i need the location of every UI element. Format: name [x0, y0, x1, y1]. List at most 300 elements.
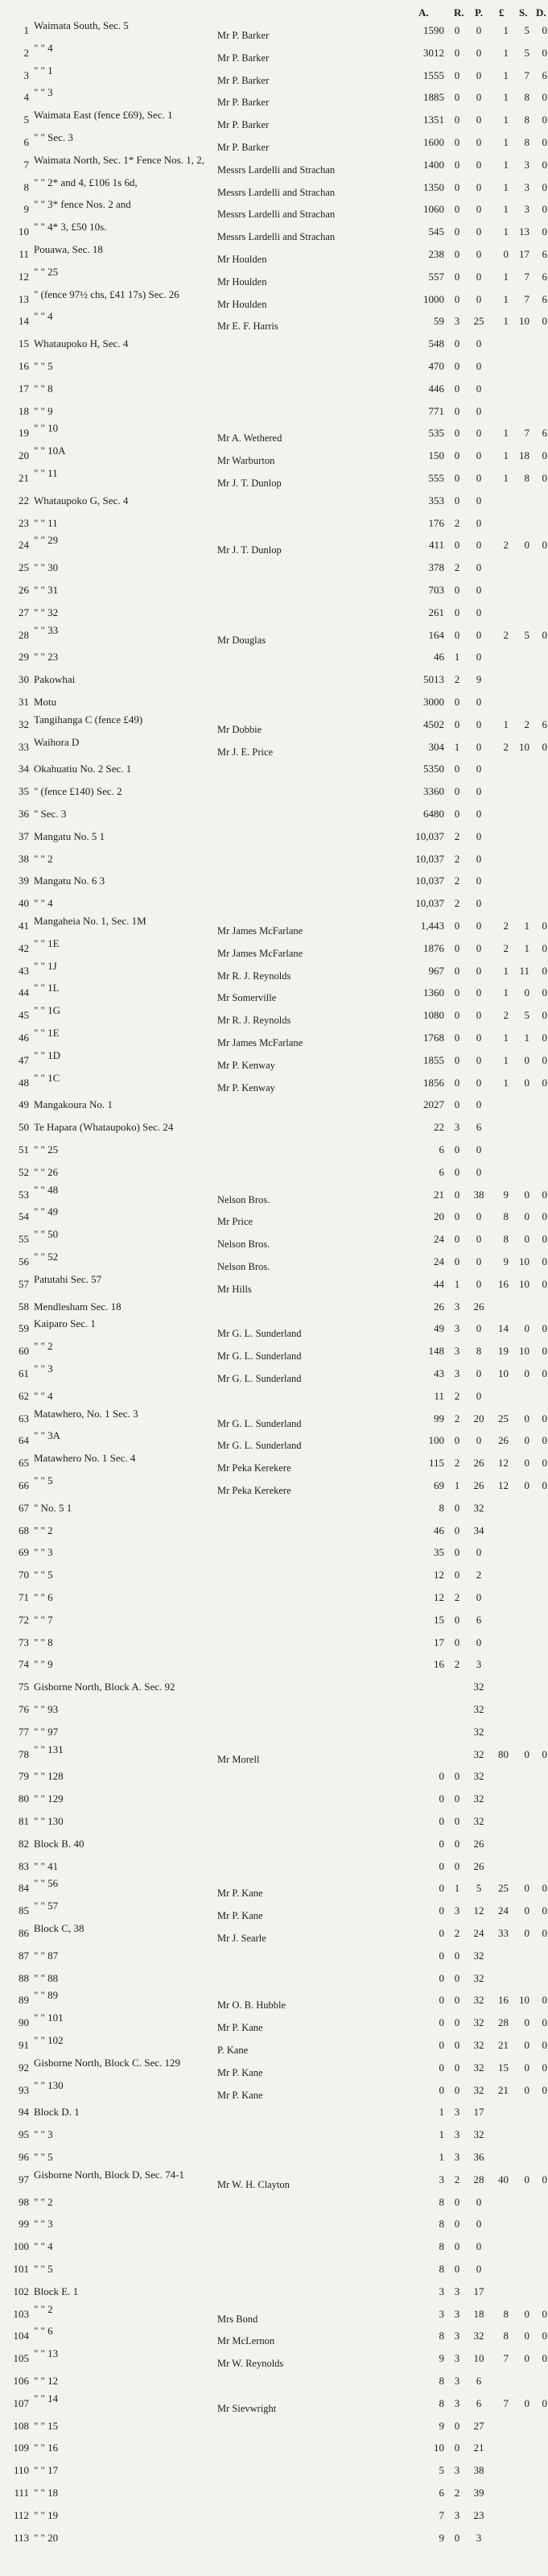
table-row: [0, 2079, 548, 2101]
rent-pence: 0: [542, 203, 547, 215]
area-roods: 0: [454, 1077, 460, 1089]
land-description: " " 101: [34, 2012, 64, 2024]
area-roods: 0: [454, 225, 460, 238]
table-row: [0, 1523, 548, 1539]
area-acres: 378: [428, 561, 444, 573]
rent-pence: 0: [542, 2084, 547, 2096]
area-roods: 0: [454, 965, 460, 977]
lessee-name: Mr Peka Kerekere: [217, 1462, 291, 1474]
land-description: " " 5: [34, 2151, 53, 2163]
area-roods: 0: [454, 696, 460, 708]
rent-pence: 0: [542, 2016, 547, 2028]
lot-number: 104: [13, 2330, 29, 2342]
area-roods: 2: [454, 1591, 460, 1603]
table-row: [0, 1922, 548, 1944]
rent-pounds: 26: [498, 1434, 509, 1446]
lessee-name: Mr Houlden: [217, 254, 267, 265]
land-description: " " 1L: [34, 982, 60, 994]
area-roods: 0: [454, 808, 460, 820]
land-description: " " 20: [34, 2532, 59, 2544]
rent-pence: 0: [542, 1278, 547, 1290]
lot-number: 27: [19, 606, 29, 618]
land-description: " " 9: [34, 1658, 53, 1670]
land-description: " " 29: [34, 534, 59, 546]
lessee-name: Mr A. Wethered: [217, 432, 282, 444]
area-perches: 0: [476, 696, 482, 708]
lessee-name: Mr P. Kenway: [217, 1082, 275, 1094]
land-description: Block D. 1: [34, 2106, 80, 2118]
rent-shillings: 7: [524, 293, 529, 305]
rent-pence: 0: [542, 1479, 547, 1491]
table-row: [0, 2325, 548, 2347]
land-description: " " 131: [34, 1743, 64, 1755]
rent-pence: 0: [542, 1009, 547, 1021]
land-description: " " 25: [34, 266, 59, 278]
area-acres: 1: [439, 2128, 444, 2140]
area-perches: 26: [473, 1457, 484, 1469]
rent-pence: 6: [542, 271, 547, 283]
land-description: " " 4: [34, 42, 53, 54]
table-row: [0, 2239, 548, 2255]
table-row: [0, 1701, 548, 1718]
lessee-name: Mr P. Kane: [217, 1888, 263, 1899]
lot-number: 41: [19, 920, 29, 932]
area-perches: 0: [476, 225, 482, 238]
area-perches: 32: [473, 1770, 484, 1782]
area-acres: 99: [434, 1412, 444, 1424]
header-acres: A.: [418, 6, 429, 19]
table-row: [0, 154, 548, 176]
lot-number: 79: [19, 1770, 29, 1782]
rent-pounds: 12: [498, 1479, 509, 1491]
rent-pounds: 2: [503, 629, 509, 641]
lot-number: 101: [13, 2263, 29, 2275]
table-row: [0, 1142, 548, 1158]
area-perches: 24: [473, 1927, 484, 1939]
lessee-name: Messrs Lardelli and Strachan: [217, 231, 336, 242]
rent-shillings: 0: [524, 1479, 529, 1491]
lot-number: 40: [19, 897, 29, 909]
area-perches: 32: [473, 1681, 484, 1693]
table-row: [0, 1544, 548, 1561]
lot-number: 102: [13, 2285, 29, 2297]
land-description: Patutahi Sec. 57: [34, 1273, 102, 1285]
header-pence: D.: [536, 6, 546, 19]
lot-number: 25: [19, 561, 29, 573]
rent-pounds: 1: [503, 225, 509, 238]
rent-pounds: 8: [503, 1210, 509, 1222]
rent-shillings: 8: [524, 136, 529, 148]
area-perches: 32: [473, 2061, 484, 2074]
area-acres: 353: [428, 494, 444, 507]
lot-number: 8: [23, 181, 29, 193]
lot-number: 71: [19, 1591, 29, 1603]
area-perches: 32: [473, 1994, 484, 2006]
lessee-name: Mr G. L. Sunderland: [217, 1373, 302, 1384]
area-perches: 0: [476, 942, 482, 954]
land-description: " " 4: [34, 1390, 53, 1402]
rent-pence: 0: [542, 2330, 547, 2342]
rent-pounds: 25: [498, 1882, 509, 1894]
lot-number: 10: [19, 225, 29, 238]
rent-pence: 0: [542, 315, 547, 327]
area-roods: 0: [454, 1255, 460, 1267]
rent-shillings: 5: [524, 47, 529, 59]
rent-pence: 6: [542, 427, 547, 439]
area-perches: 32: [473, 1972, 484, 1984]
lessee-name: Mr O. B. Hubble: [217, 1999, 286, 2011]
table-row: [0, 131, 548, 153]
rent-pounds: 25: [498, 1412, 509, 1424]
area-perches: 26: [473, 1479, 484, 1491]
rent-shillings: 0: [524, 2061, 529, 2074]
lot-number: 13: [19, 293, 29, 305]
rent-shillings: 5: [524, 629, 529, 641]
area-roods: 0: [454, 248, 460, 260]
area-roods: 2: [454, 1658, 460, 1670]
land-description: Te Hapara (Whataupoko) Sec. 24: [34, 1121, 174, 1133]
rent-pence: 0: [542, 1322, 547, 1334]
lot-number: 63: [19, 1412, 29, 1424]
area-acres: 1400: [423, 159, 444, 171]
rent-shillings: 10: [519, 315, 529, 327]
land-description: Okahuatiu No. 2 Sec. 1: [34, 763, 132, 775]
rent-pounds: 21: [498, 2084, 509, 2096]
lot-number: 9: [23, 203, 29, 215]
lot-number: 109: [13, 2442, 29, 2454]
area-acres: 0: [439, 1860, 444, 1872]
land-description: " " 102: [34, 2034, 64, 2046]
rent-pence: 6: [542, 293, 547, 305]
area-roods: 2: [454, 853, 460, 865]
area-perches: 0: [476, 337, 482, 349]
area-roods: 2: [454, 1390, 460, 1402]
area-roods: 3: [454, 2509, 460, 2521]
land-description: " " 2: [34, 2303, 53, 2315]
land-description: Waimata South, Sec. 5: [34, 19, 129, 31]
lot-number: 78: [19, 1748, 29, 1760]
lessee-name: Mr McLernon: [217, 2335, 275, 2347]
area-perches: 0: [476, 24, 482, 36]
table-row: [0, 2194, 548, 2210]
land-description: Mangatu No. 6 3: [34, 875, 105, 887]
area-acres: 238: [428, 248, 444, 260]
area-roods: 2: [454, 875, 460, 887]
rent-pounds: 1: [503, 1032, 509, 1044]
area-roods: 2: [454, 1457, 460, 1469]
lessee-name: Mr J. E. Price: [217, 746, 274, 758]
area-acres: 1: [439, 2106, 444, 2118]
lessee-name: Mr James McFarlane: [217, 948, 303, 959]
area-perches: 0: [476, 629, 482, 641]
table-row: [0, 694, 548, 710]
lessee-name: Mr Morell: [217, 1754, 260, 1765]
rent-pence: 0: [542, 47, 547, 59]
area-acres: 4502: [423, 718, 444, 730]
table-row: [0, 1791, 548, 1807]
lessee-name: Mrs Bond: [217, 2313, 258, 2325]
table-row: [0, 1724, 548, 1740]
area-perches: 0: [476, 293, 482, 305]
land-description: " " 130: [34, 1815, 64, 1827]
land-description: " " 19: [34, 2509, 59, 2521]
table-row: [0, 982, 548, 1003]
table-row: [0, 1004, 548, 1026]
rent-pounds: 1: [503, 24, 509, 36]
rent-pounds: 1: [503, 1077, 509, 1089]
rent-pounds: 1: [503, 986, 509, 999]
area-acres: 967: [428, 965, 444, 977]
area-acres: 1768: [423, 1032, 444, 1044]
lot-number: 75: [19, 1681, 29, 1693]
header-pounds: £: [499, 6, 505, 19]
rent-pence: 0: [542, 2061, 547, 2074]
header-roods: R.: [454, 6, 464, 19]
land-description: " " 4* 3, £50 10s.: [34, 221, 107, 233]
area-roods: 0: [454, 942, 460, 954]
area-roods: 0: [454, 1636, 460, 1648]
area-perches: 32: [473, 1748, 484, 1760]
land-description: Mangaheia No. 1, Sec. 1M: [34, 915, 146, 927]
lot-number: 60: [19, 1345, 29, 1357]
area-acres: 0: [439, 2084, 444, 2096]
area-perches: 32: [473, 1792, 484, 1805]
area-roods: 3: [454, 1300, 460, 1313]
area-roods: 3: [454, 2375, 460, 2387]
area-acres: 148: [428, 1345, 444, 1357]
area-perches: 23: [473, 2509, 484, 2521]
area-acres: 1360: [423, 986, 444, 999]
area-acres: 0: [439, 1838, 444, 1850]
area-perches: 0: [476, 360, 482, 372]
area-acres: 8: [439, 2375, 444, 2387]
table-row: [0, 19, 548, 41]
lot-number: 2: [23, 47, 29, 59]
lot-number: 43: [19, 965, 29, 977]
rent-pence: 0: [542, 2173, 547, 2185]
area-acres: 5350: [423, 763, 444, 775]
lot-number: 15: [19, 337, 29, 349]
land-description: Block E. 1: [34, 2285, 79, 2297]
lot-number: 108: [13, 2420, 29, 2432]
land-description: Mangatu No. 5 1: [34, 830, 105, 842]
lot-number: 84: [19, 1882, 29, 1894]
land-description: " " 25: [34, 1143, 59, 1156]
table-row: [0, 336, 548, 352]
lot-number: 85: [19, 1904, 29, 1916]
land-description: " " 89: [34, 1989, 59, 2001]
land-description: " " 97: [34, 1726, 59, 1738]
lot-number: 22: [19, 494, 29, 507]
lot-number: 62: [19, 1390, 29, 1402]
rent-pounds: 0: [503, 248, 509, 260]
rent-pounds: 16: [498, 1994, 509, 2006]
area-roods: 3: [454, 2151, 460, 2163]
rent-shillings: 0: [524, 1233, 529, 1245]
rent-shillings: 0: [524, 1210, 529, 1222]
lessee-name: P. Kane: [217, 2045, 249, 2056]
rent-pounds: 8: [503, 2330, 509, 2342]
land-description: " " 128: [34, 1770, 64, 1782]
area-perches: 0: [476, 114, 482, 126]
area-roods: 2: [454, 830, 460, 842]
rent-shillings: 1: [524, 920, 529, 932]
lessee-name: Mr P. Barker: [217, 142, 270, 153]
area-perches: 0: [476, 1546, 482, 1558]
area-roods: 3: [454, 2285, 460, 2297]
area-perches: 0: [476, 606, 482, 618]
lot-number: 58: [19, 1300, 29, 1313]
area-roods: 0: [454, 1950, 460, 1962]
rent-pence: 0: [542, 449, 547, 461]
area-roods: 3: [454, 315, 460, 327]
lessee-name: Mr Peka Kerekere: [217, 1485, 291, 1496]
rent-pence: 0: [542, 1904, 547, 1916]
lessee-name: Mr Somerville: [217, 992, 277, 1003]
land-description: " " 130: [34, 2079, 64, 2091]
rent-pence: 0: [542, 1210, 547, 1222]
area-roods: 0: [454, 1770, 460, 1782]
area-roods: 0: [454, 1815, 460, 1827]
area-roods: 0: [454, 1009, 460, 1021]
table-row: [0, 381, 548, 397]
lessee-name: Mr Douglas: [217, 635, 266, 646]
lot-number: 80: [19, 1792, 29, 1805]
lessee-name: Mr J. T. Dunlop: [217, 478, 282, 489]
table-row: [0, 64, 548, 86]
land-description: " " 2: [34, 1524, 53, 1536]
area-acres: 3012: [423, 47, 444, 59]
table-row: [0, 1429, 548, 1451]
area-roods: 0: [454, 785, 460, 797]
rent-pence: 6: [542, 248, 547, 260]
area-perches: 0: [476, 91, 482, 103]
area-acres: 411: [428, 539, 444, 551]
rent-pounds: 1: [503, 203, 509, 215]
rent-shillings: 0: [524, 1189, 529, 1201]
area-perches: 0: [476, 47, 482, 59]
rent-shillings: 10: [519, 1278, 529, 1290]
area-roods: 0: [454, 718, 460, 730]
area-perches: 0: [476, 1591, 482, 1603]
rent-shillings: 0: [524, 2016, 529, 2028]
area-perches: 0: [476, 830, 482, 842]
area-acres: 6: [439, 1143, 444, 1156]
land-description: " " 3: [34, 2218, 53, 2230]
area-acres: 49: [434, 1322, 444, 1334]
rent-shillings: 3: [524, 159, 529, 171]
area-perches: 0: [476, 1233, 482, 1245]
lessee-name: Mr Price: [217, 1216, 253, 1227]
area-acres: 0: [439, 2039, 444, 2051]
area-acres: 16: [434, 1658, 444, 1670]
area-perches: 32: [473, 1726, 484, 1738]
lessee-name: Mr Sievwright: [217, 2403, 277, 2414]
area-perches: 0: [476, 2240, 482, 2252]
rent-pence: 6: [542, 718, 547, 730]
rent-shillings: 5: [524, 1009, 529, 1021]
area-roods: 0: [454, 1524, 460, 1536]
area-perches: 0: [476, 808, 482, 820]
area-acres: 0: [439, 1770, 444, 1782]
lot-number: 1: [23, 24, 29, 36]
rent-shillings: 1: [524, 1032, 529, 1044]
lessee-name: Mr P. Barker: [217, 97, 270, 108]
lot-number: 68: [19, 1524, 29, 1536]
area-roods: 0: [454, 1189, 460, 1201]
lot-number: 11: [19, 248, 29, 260]
area-perches: 26: [473, 1300, 484, 1313]
land-description: " " 3: [34, 2128, 53, 2140]
lessee-name: Mr James McFarlane: [217, 925, 303, 937]
area-perches: 28: [473, 2173, 484, 2185]
area-acres: 1885: [423, 91, 444, 103]
table-row: [0, 1317, 548, 1339]
lot-number: 93: [19, 2084, 29, 2096]
area-acres: 703: [428, 584, 444, 596]
land-description: Whataupoko G, Sec. 4: [34, 494, 129, 507]
area-roods: 3: [454, 2106, 460, 2118]
lot-number: 3: [23, 69, 29, 81]
rent-shillings: 0: [524, 1054, 529, 1066]
table-row: [0, 422, 548, 444]
rent-pence: 0: [542, 1882, 547, 1894]
lot-number: 69: [19, 1546, 29, 1558]
rent-pounds: 9: [503, 1189, 509, 1201]
lot-number: 19: [19, 427, 29, 439]
lot-number: 4: [23, 91, 29, 103]
area-acres: 9: [439, 2532, 444, 2544]
area-roods: 0: [454, 1860, 460, 1872]
rent-pence: 0: [542, 942, 547, 954]
table-row: [0, 266, 548, 287]
rent-shillings: 5: [524, 24, 529, 36]
area-perches: 32: [473, 1950, 484, 1962]
area-roods: 2: [454, 561, 460, 573]
area-roods: 3: [454, 1904, 460, 1916]
lessee-name: Mr P. Barker: [217, 119, 270, 130]
lot-number: 21: [19, 472, 29, 484]
lessee-name: Mr Hills: [217, 1284, 252, 1295]
area-roods: 0: [454, 2218, 460, 2230]
lessee-name: Mr J. Searle: [217, 1933, 266, 1944]
lot-number: 89: [19, 1994, 29, 2006]
lessee-name: Mr W. Reynolds: [217, 2358, 284, 2369]
table-row: [0, 624, 548, 646]
table-row: [0, 1813, 548, 1830]
lot-number: 105: [13, 2352, 29, 2364]
area-roods: 0: [454, 1210, 460, 1222]
land-description: " " 32: [34, 606, 59, 618]
table-row: [0, 1273, 548, 1295]
rent-pounds: 1: [503, 181, 509, 193]
lot-number: 17: [19, 382, 29, 395]
lot-number: 38: [19, 853, 29, 865]
table-row: [0, 2485, 548, 2501]
area-acres: 1: [439, 2151, 444, 2163]
rent-shillings: 0: [524, 1457, 529, 1469]
area-roods: 3: [454, 2464, 460, 2476]
lot-number: 48: [19, 1077, 29, 1089]
area-roods: 0: [454, 1569, 460, 1581]
table-row: [0, 310, 548, 332]
area-roods: 3: [454, 2330, 460, 2342]
area-perches: 12: [473, 1904, 484, 1916]
table-row: [0, 1362, 548, 1384]
lot-number: 92: [19, 2061, 29, 2074]
rent-pounds: 1: [503, 47, 509, 59]
lessee-name: Mr R. J. Reynolds: [217, 970, 291, 982]
